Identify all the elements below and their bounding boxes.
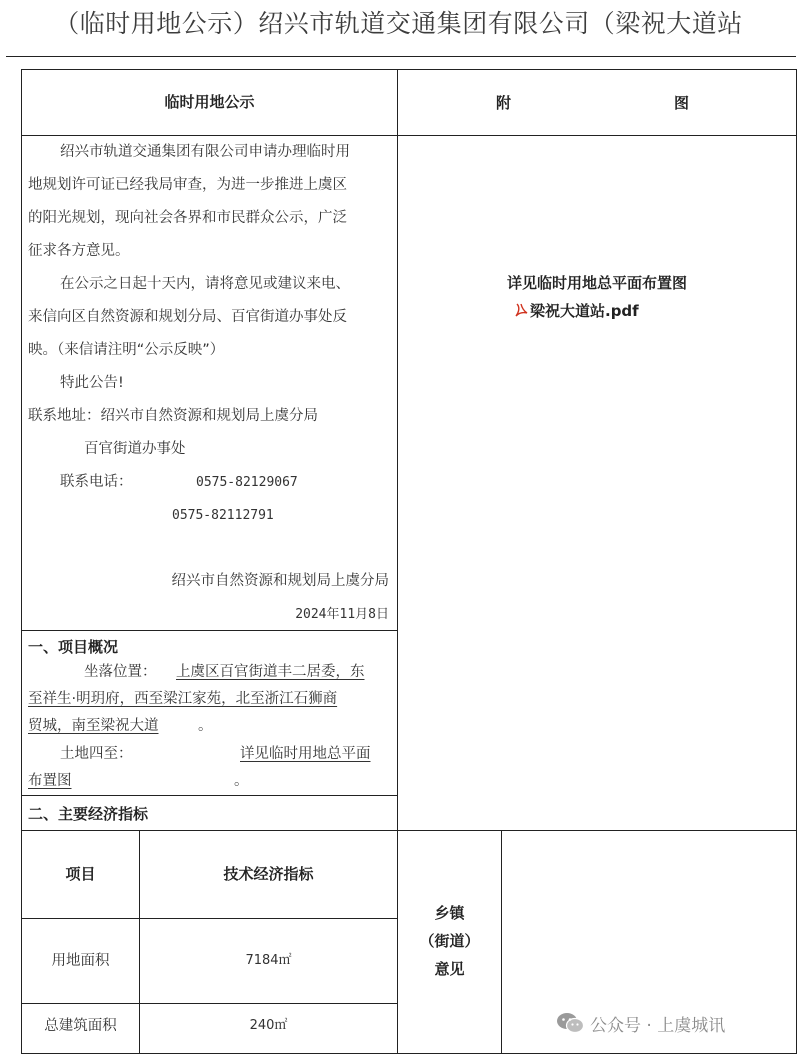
signature: 绍兴市自然资源和规划局上虞分局 <box>171 573 389 589</box>
phone-label: 联系电话： <box>60 474 133 490</box>
right-header-part-2: 图 <box>674 94 690 112</box>
notice-line: 映。（来信请注明“公示反映”） <box>28 342 225 358</box>
notice-line: 征求各方意见。 <box>28 243 130 259</box>
phone-number: 0575-82129067 <box>196 475 298 490</box>
location-label: 坐落位置： <box>84 664 157 680</box>
econ-row-item: 用地面积 <box>21 918 140 1004</box>
watermark <box>556 1008 725 1038</box>
boundary-text: 布置图 <box>28 773 72 789</box>
notice-date: 2024年11月8日 <box>295 607 389 622</box>
attachment-file: 梁祝大道站.pdf <box>530 302 639 320</box>
economic-indicators-title-cell <box>21 795 398 831</box>
attachment-cell <box>397 135 797 831</box>
boundary-label: 土地四至： <box>60 746 133 762</box>
right-header-cell <box>397 69 797 136</box>
section2-title: 二、主要经济指标 <box>28 805 149 823</box>
location-text: 至祥生·明玥府，西至梁江家苑，北至浙江石狮商 <box>28 691 338 707</box>
notice-line: 来信向区自然资源和规划分局、百官街道办事处反 <box>28 309 347 325</box>
boundary-text: 详见临时用地总平面 <box>240 746 371 762</box>
right-header-part-1: 附 <box>496 94 512 112</box>
boundary-end: 。 <box>234 773 249 789</box>
title-divider <box>6 56 796 57</box>
econ-row-item: 总建筑面积 <box>21 1003 140 1054</box>
pdf-icon <box>515 303 528 318</box>
wechat-icon <box>556 1012 584 1034</box>
phone-number: 0575-82112791 <box>172 508 274 523</box>
notice-line: 绍兴市轨道交通集团有限公司申请办理临时用 <box>60 144 350 160</box>
town-opinion-line: 乡镇 <box>434 904 465 922</box>
notice-line: 的阳光规划，现向社会各界和市民群众公示，广泛 <box>28 210 347 226</box>
location-end: 。 <box>198 718 213 734</box>
left-header-cell <box>21 69 398 136</box>
watermark-text: 公众号 · 上虞城讯 <box>590 1015 726 1036</box>
econ-row-value: 240㎡ <box>139 1003 398 1054</box>
location-text: 贸城，南至梁祝大道 <box>28 718 159 734</box>
econ-header-indicator: 技术经济指标 <box>139 830 398 919</box>
contact-address-2: 百官街道办事处 <box>84 441 186 457</box>
notice-line: 在公示之日起十天内，请将意见或建议来电、 <box>60 276 350 292</box>
attachment-link[interactable] <box>515 300 639 321</box>
econ-row-value: 7184㎡ <box>139 918 398 1004</box>
attachment-note: 详见临时用地总平面布置图 <box>506 274 687 292</box>
notice-line: 特此公告! <box>60 375 124 391</box>
town-opinion-line: 意见 <box>434 960 465 978</box>
location-text: 上虞区百官街道丰二居委，东 <box>176 664 365 680</box>
notice-line: 地规划许可证已经我局审查，为进一步推进上虞区 <box>28 177 347 193</box>
town-opinion-line: （街道） <box>419 932 480 950</box>
contact-address: 联系地址：绍兴市自然资源和规划局上虞分局 <box>28 408 318 424</box>
econ-header-item: 项目 <box>21 830 140 919</box>
section1-title: 一、项目概况 <box>28 638 119 656</box>
town-opinion-label-cell <box>397 830 502 1054</box>
page-title: （临时用地公示）绍兴市轨道交通集团有限公司（梁祝大道站 <box>54 9 743 38</box>
notice-body-cell <box>21 135 398 631</box>
project-overview-cell <box>21 630 398 796</box>
left-header: 临时用地公示 <box>164 93 255 111</box>
